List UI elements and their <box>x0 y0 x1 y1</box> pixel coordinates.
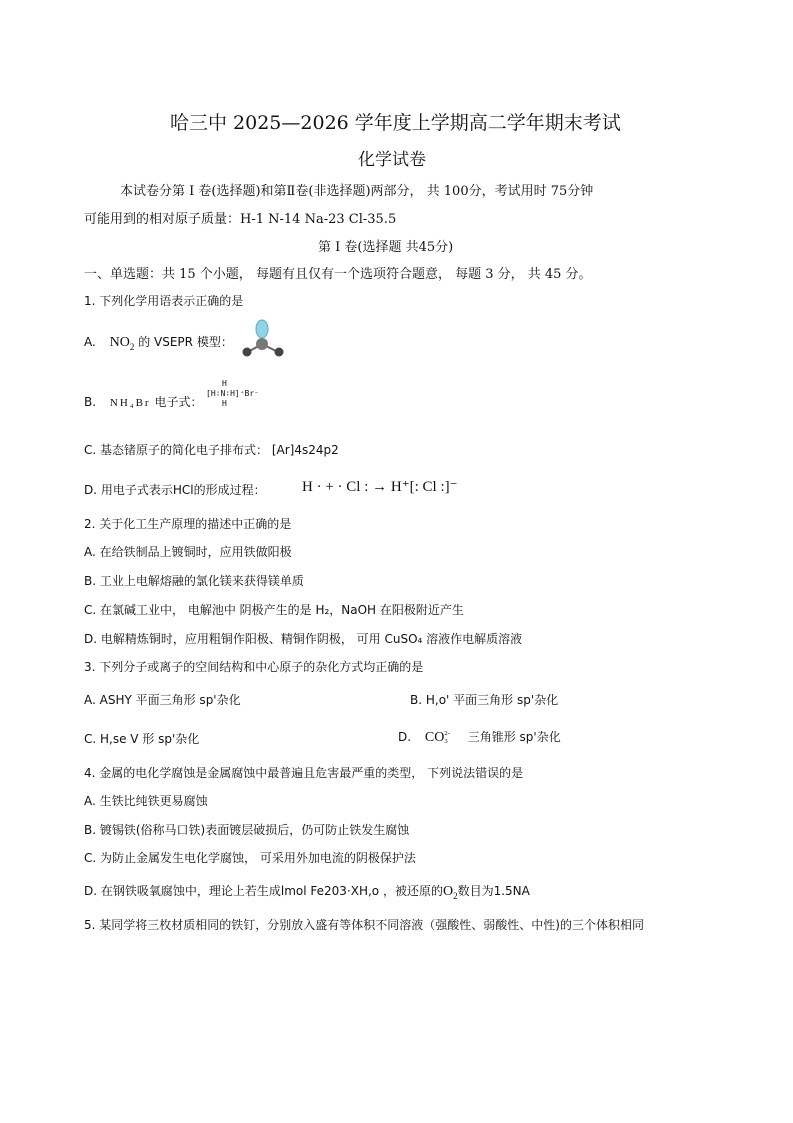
co3-formula: CO 2- 3 <box>424 729 450 745</box>
outer-atom-left <box>243 348 252 357</box>
q3-option-d <box>398 728 561 746</box>
q1-option-c: C. 基态锗原子的简化电子排布式： [Ar]4s24p2 <box>84 443 339 457</box>
intro-line: 本试卷分第 Ⅰ 卷(选择题)和第Ⅱ卷(非选择题)两部分， 共 100分，考试用时 75分钟 <box>120 184 594 199</box>
question-5-stem: 5. 某同学将三枚材质相同的铁钉，分别放入盛有等体积不同溶液（强酸性、弱酸性、中性)的三个体积相同 <box>84 918 644 932</box>
nh4br-formula: NH₄Br <box>109 397 151 409</box>
option-text: 三角锥形 sp'杂化 <box>467 730 561 744</box>
exam-subtitle: 化学试卷 <box>358 150 426 170</box>
option-text: 电子式： <box>154 395 203 409</box>
o2-formula: $O_2$ <box>442 884 458 901</box>
q4-option-c: C. 为防止金属发生电化学腐蚀， 可采用外加电流的阴极保护法 <box>84 851 416 865</box>
lone-pair-lobe <box>256 320 268 338</box>
option-label: D. <box>398 730 412 744</box>
q2-option-a: A. 在给铁制品上镀铜时，应用铁做阳极 <box>84 545 292 559</box>
section-title: 第 Ⅰ 卷(选择题 共45分) <box>318 240 454 255</box>
h-top: H <box>222 379 227 388</box>
question-3-stem: 3. 下列分子或离子的空间结构和中心原子的杂化方式均正确的是 <box>84 660 424 674</box>
electron-structure: [H∶N∶H]⁺Br⁻ <box>206 389 259 398</box>
part-title: 一、单选题：共 15 个小题， 每题有且仅有一个选项符合题意， 每题 3 分， 共 45 分。 <box>84 267 592 282</box>
option-label: A. <box>84 335 96 349</box>
vsepr-model-image <box>240 318 290 360</box>
q4-option-a: A. 生铁比纯铁更易腐蚀 <box>84 794 208 808</box>
option-text-end: 数目为1.5NA <box>457 884 530 898</box>
q4-option-d <box>84 882 530 901</box>
q1-option-b <box>84 393 202 410</box>
option-label: B. <box>84 395 97 409</box>
q2-option-d: D. 电解精炼铜时，应用粗铜作阳极、精铜作阴极， 可用 CuSO₄ 溶液作电解质溶液 <box>84 632 523 646</box>
q2-option-b: B. 工业上电解熔融的氯化镁来获得镁单质 <box>84 574 304 588</box>
q3-option-a: A. ASHY 平面三角形 sp'杂化 <box>84 693 241 707</box>
central-atom <box>256 338 268 350</box>
option-text: 的 VSEPR 模型： <box>138 335 233 349</box>
option-text: D. 在钢铁吸氧腐蚀中，理论上若生成lmol Fe203·XH,o ，被还原的 <box>84 884 443 898</box>
q2-option-c: C. 在氯碱工业中， 电解池中 阴极产生的是 H₂，NaOH 在阳极附近产生 <box>84 603 464 617</box>
exam-title: 哈三中 2025—2026 学年度上学期高二学年期末考试 <box>170 112 621 134</box>
no2-formula: $NO_2$ <box>109 335 135 352</box>
nh4br-electron-formula <box>206 379 259 409</box>
q1-option-d: D. 用电子式表示HCl的形成过程： <box>84 483 266 497</box>
h-bottom: H <box>222 399 227 408</box>
atomic-mass-line: 可能用到的相对原子质量：H-1 N-14 Na-23 Cl-35.5 <box>84 212 397 227</box>
q3-option-c: C. H,se V 形 sp'杂化 <box>84 732 200 746</box>
question-2-stem: 2. 关于化工生产原理的描述中正确的是 <box>84 517 292 531</box>
question-1-stem: 1. 下列化学用语表示正确的是 <box>84 294 244 308</box>
q1-option-a <box>84 333 233 352</box>
outer-atom-right <box>275 348 284 357</box>
q4-option-b: B. 镀锡铁(俗称马口铁)表面镀层破损后，仍可防止铁发生腐蚀 <box>84 823 410 837</box>
q3-option-b: B. H,o' 平面三角形 sp'杂化 <box>410 693 559 707</box>
question-4-stem: 4. 金属的电化学腐蚀是金属腐蚀中最普遍且危害最严重的类型， 下列说法错误的是 <box>84 766 524 780</box>
hcl-formation-formula: H · + · Cl : → H⁺[: Cl :]⁻ <box>302 479 458 495</box>
